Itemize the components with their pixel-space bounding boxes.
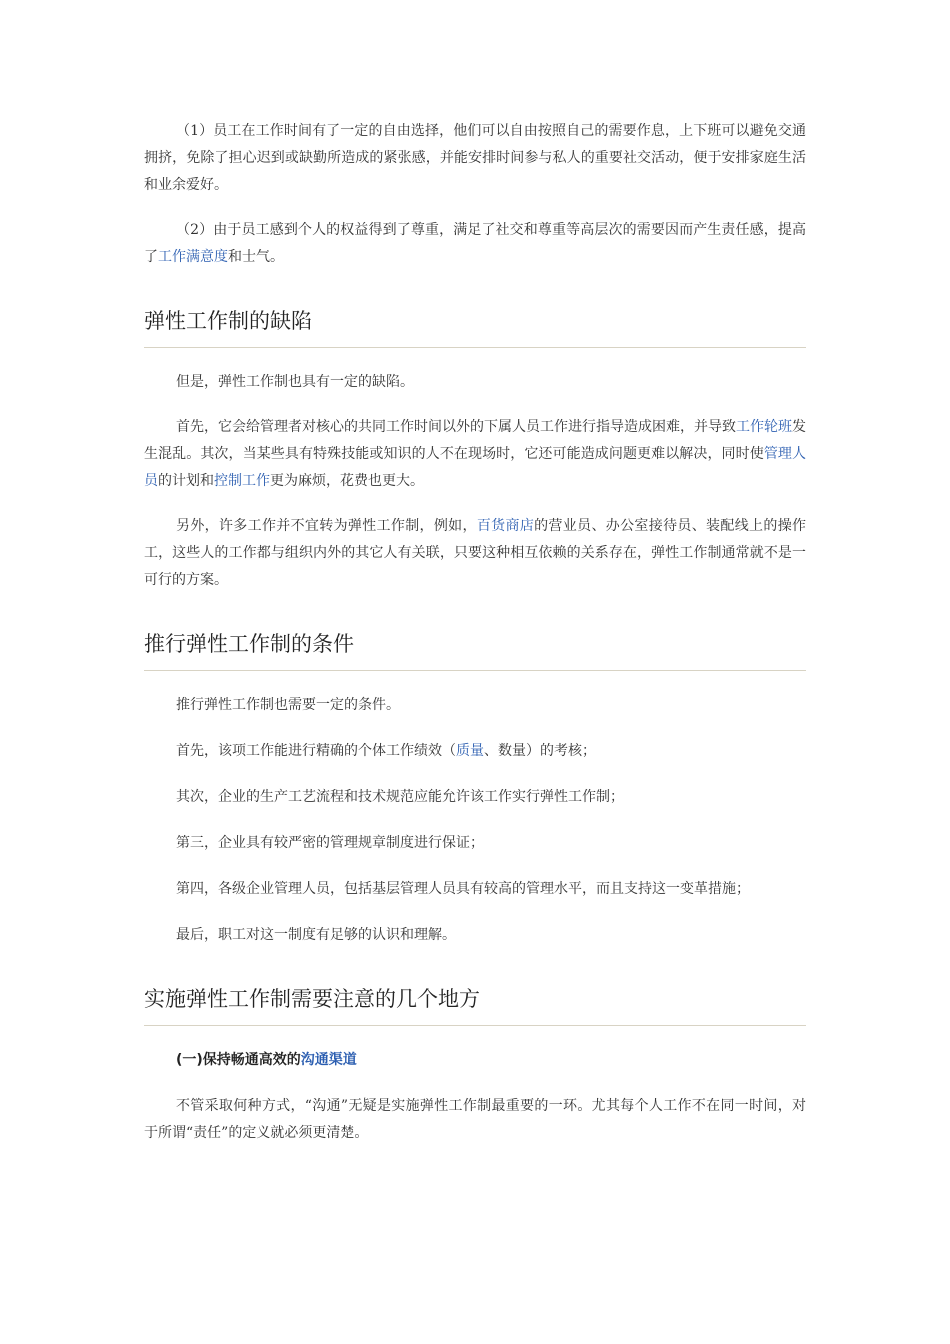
heading-notes: 实施弹性工作制需要注意的几个地方 <box>144 977 806 1026</box>
heading-defects: 弹性工作制的缺陷 <box>144 299 806 348</box>
link-department-store[interactable]: 百货商店 <box>476 518 535 534</box>
paragraph-defect-2: 另外，许多工作并不宜转为弹性工作制，例如，百货商店的营业员、办公室接待员、装配线上的操作工，这些人的工作都与组织内外的其它人有关联，只要这种相互依赖的关系存在，弹性工作制通常就不是一可行的方案。 <box>144 518 807 588</box>
paragraph-condition-2: 其次，企业的生产工艺流程和技术规范应能允许该工作实行弹性工作制； <box>176 789 624 805</box>
paragraph-benefit-1: （1）员工在工作时间有了一定的自由选择，他们可以自由按照自己的需要作息，上下班可以避免交通拥挤，免除了担心迟到或缺勤所造成的紧张感，并能安排时间参与私人的重要社交活动，便于安排家庭生活和业余爱好。 <box>144 123 806 193</box>
link-managers[interactable]: 管理人员 <box>144 446 807 489</box>
subheading-communication: (一)保持畅通高效的沟通渠道 <box>176 1052 357 1068</box>
paragraph-defect-intro: 但是，弹性工作制也具有一定的缺陷。 <box>176 374 414 390</box>
paragraph-note-1: 不管采取何种方式，“沟通”无疑是实施弹性工作制最重要的一环。尤其每个人工作不在同一时间，对于所谓“责任”的定义就必须更清楚。 <box>144 1098 806 1141</box>
paragraph-condition-1: 首先，该项工作能进行精确的个体工作绩效（质量、数量）的考核； <box>176 743 596 759</box>
link-communication-channel[interactable]: 沟通渠道 <box>300 1052 357 1068</box>
paragraph-condition-3: 第三，企业具有较严密的管理规章制度进行保证； <box>176 835 484 851</box>
link-shift-work[interactable]: 工作轮班 <box>736 419 792 435</box>
paragraph-condition-4: 第四，各级企业管理人员，包括基层管理人员具有较高的管理水平，而且支持这一变革措施； <box>176 881 750 897</box>
link-job-satisfaction[interactable]: 工作满意度 <box>158 249 228 265</box>
paragraph-condition-intro: 推行弹性工作制也需要一定的条件。 <box>176 697 400 713</box>
document-body <box>144 118 806 1165</box>
link-quality[interactable]: 质量 <box>456 743 484 759</box>
paragraph-defect-1: 首先，它会给管理者对核心的共同工作时间以外的下属人员工作进行指导造成困难，并导致工作轮班发生混乱。其次，当某些具有特殊技能或知识的人不在现场时，它还可能造成问题更难以解决，同时使管理人员的计划和控制工作更为麻烦，花费也更大。 <box>144 419 807 489</box>
link-control-work[interactable]: 控制工作 <box>214 473 270 489</box>
paragraph-condition-5: 最后，职工对这一制度有足够的认识和理解。 <box>176 927 456 943</box>
paragraph-benefit-2: （2）由于员工感到个人的权益得到了尊重，满足了社交和尊重等高层次的需要因而产生责任感，提高了工作满意度和士气。 <box>144 222 806 265</box>
heading-conditions: 推行弹性工作制的条件 <box>144 622 806 671</box>
